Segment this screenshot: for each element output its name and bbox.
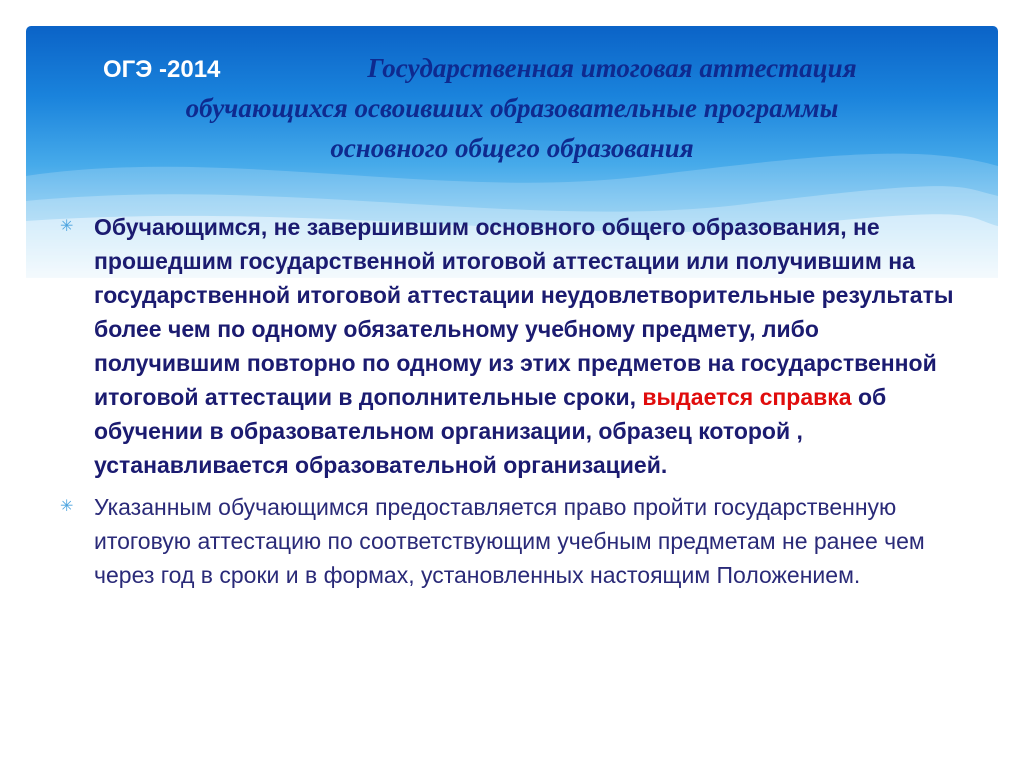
asterisk-bullet-icon: ✳	[60, 218, 74, 235]
bullet-2-text: Указанным обучающимся предоставляется право пройти государственную итоговую аттестацию по соответствующим учебным предметам не ранее чем через год в сроки и в формах, установленных настоящим Положением.	[94, 494, 925, 588]
bullet-1-text-after: об обучении в образовательном организации, образец которой , устанавливается образовательной организацией.	[94, 384, 887, 478]
bullet-1-highlight: выдается справка	[642, 384, 852, 410]
bullet-1-text-before: Обучающимся, не завершившим основного общего образования, не прошедшим государственной итоговой аттестации или получившим на государственной итоговой аттестации неудовлетворительные результаты более чем по одному обязательному учебному предмету, либо получившим повторно по одному из этих предметов на государственной итоговой аттестации в дополнительные сроки,	[94, 214, 954, 410]
title-line-1: Государственная итоговая аттестация	[367, 53, 857, 83]
asterisk-bullet-icon: ✳	[60, 498, 74, 515]
page-title	[26, 48, 998, 168]
content-body	[60, 210, 960, 600]
title-line-3: основного общего образования	[330, 133, 694, 163]
bullet-item-2	[60, 490, 960, 592]
exam-year-label: ОГЭ -2014	[103, 56, 221, 83]
bullet-item-1	[60, 210, 960, 482]
title-line-2: обучающихся освоивших образовательные программы	[185, 93, 839, 123]
